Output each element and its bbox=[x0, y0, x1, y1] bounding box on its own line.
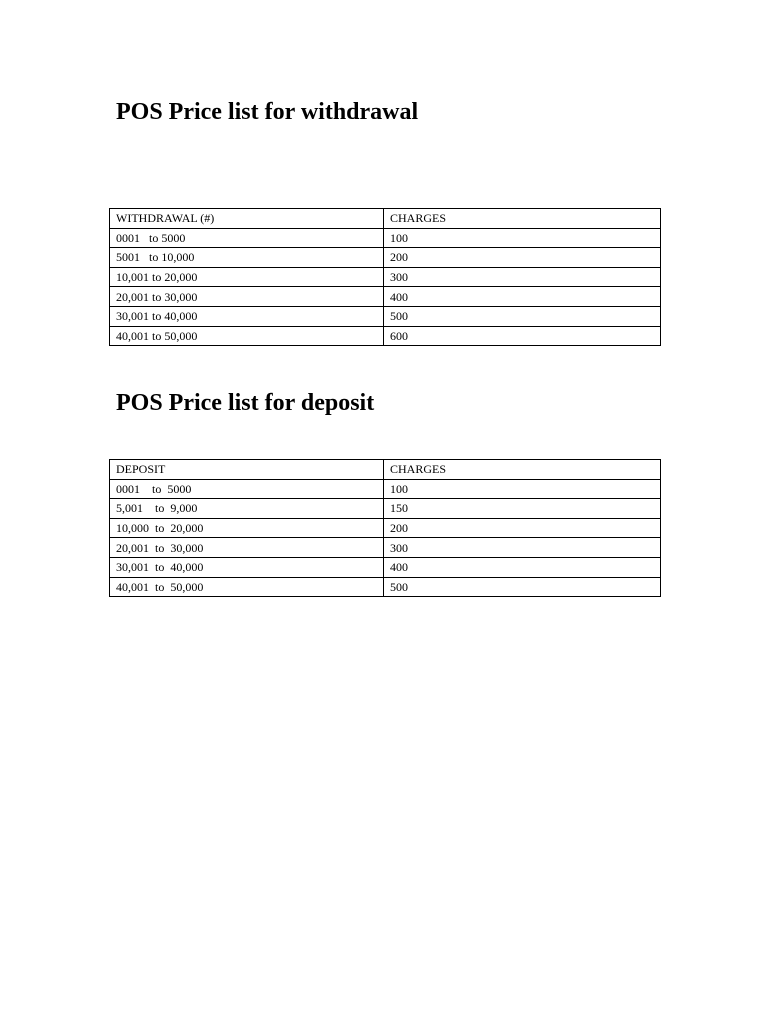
charge-cell: 200 bbox=[384, 248, 661, 268]
table-row bbox=[110, 538, 661, 558]
range-cell: 0001 to 5000 bbox=[110, 228, 384, 248]
range-cell: 20,001 to 30,000 bbox=[110, 538, 384, 558]
charge-cell: 300 bbox=[384, 267, 661, 287]
charge-cell: 300 bbox=[384, 538, 661, 558]
header-cell-charges: CHARGES bbox=[384, 209, 661, 229]
range-cell: 30,001 to 40,000 bbox=[110, 557, 384, 577]
table-row bbox=[110, 306, 661, 326]
range-cell: 10,000 to 20,000 bbox=[110, 518, 384, 538]
range-cell: 10,001 to 20,000 bbox=[110, 267, 384, 287]
table-row bbox=[110, 518, 661, 538]
table-header-row bbox=[110, 460, 661, 480]
charge-cell: 100 bbox=[384, 479, 661, 499]
range-cell: 40,001 to 50,000 bbox=[110, 577, 384, 597]
range-cell: 5,001 to 9,000 bbox=[110, 499, 384, 519]
table-row bbox=[110, 479, 661, 499]
table-row bbox=[110, 499, 661, 519]
charge-cell: 100 bbox=[384, 228, 661, 248]
table-row bbox=[110, 326, 661, 346]
deposit-price-table bbox=[109, 459, 661, 597]
charge-cell: 400 bbox=[384, 557, 661, 577]
charge-cell: 600 bbox=[384, 326, 661, 346]
header-cell-charges: CHARGES bbox=[384, 460, 661, 480]
range-cell: 40,001 to 50,000 bbox=[110, 326, 384, 346]
table-row bbox=[110, 287, 661, 307]
header-cell-withdrawal: WITHDRAWAL (#) bbox=[110, 209, 384, 229]
charge-cell: 150 bbox=[384, 499, 661, 519]
range-cell: 5001 to 10,000 bbox=[110, 248, 384, 268]
table-row bbox=[110, 267, 661, 287]
table-row bbox=[110, 248, 661, 268]
range-cell: 0001 to 5000 bbox=[110, 479, 384, 499]
table-header-row bbox=[110, 209, 661, 229]
table-row bbox=[110, 228, 661, 248]
charge-cell: 500 bbox=[384, 306, 661, 326]
deposit-heading: POS Price list for deposit bbox=[116, 390, 375, 416]
range-cell: 30,001 to 40,000 bbox=[110, 306, 384, 326]
charge-cell: 500 bbox=[384, 577, 661, 597]
table-row bbox=[110, 557, 661, 577]
charge-cell: 200 bbox=[384, 518, 661, 538]
range-cell: 20,001 to 30,000 bbox=[110, 287, 384, 307]
charge-cell: 400 bbox=[384, 287, 661, 307]
header-cell-deposit: DEPOSIT bbox=[110, 460, 384, 480]
withdrawal-heading: POS Price list for withdrawal bbox=[116, 99, 419, 125]
table-row bbox=[110, 577, 661, 597]
withdrawal-price-table bbox=[109, 208, 661, 346]
